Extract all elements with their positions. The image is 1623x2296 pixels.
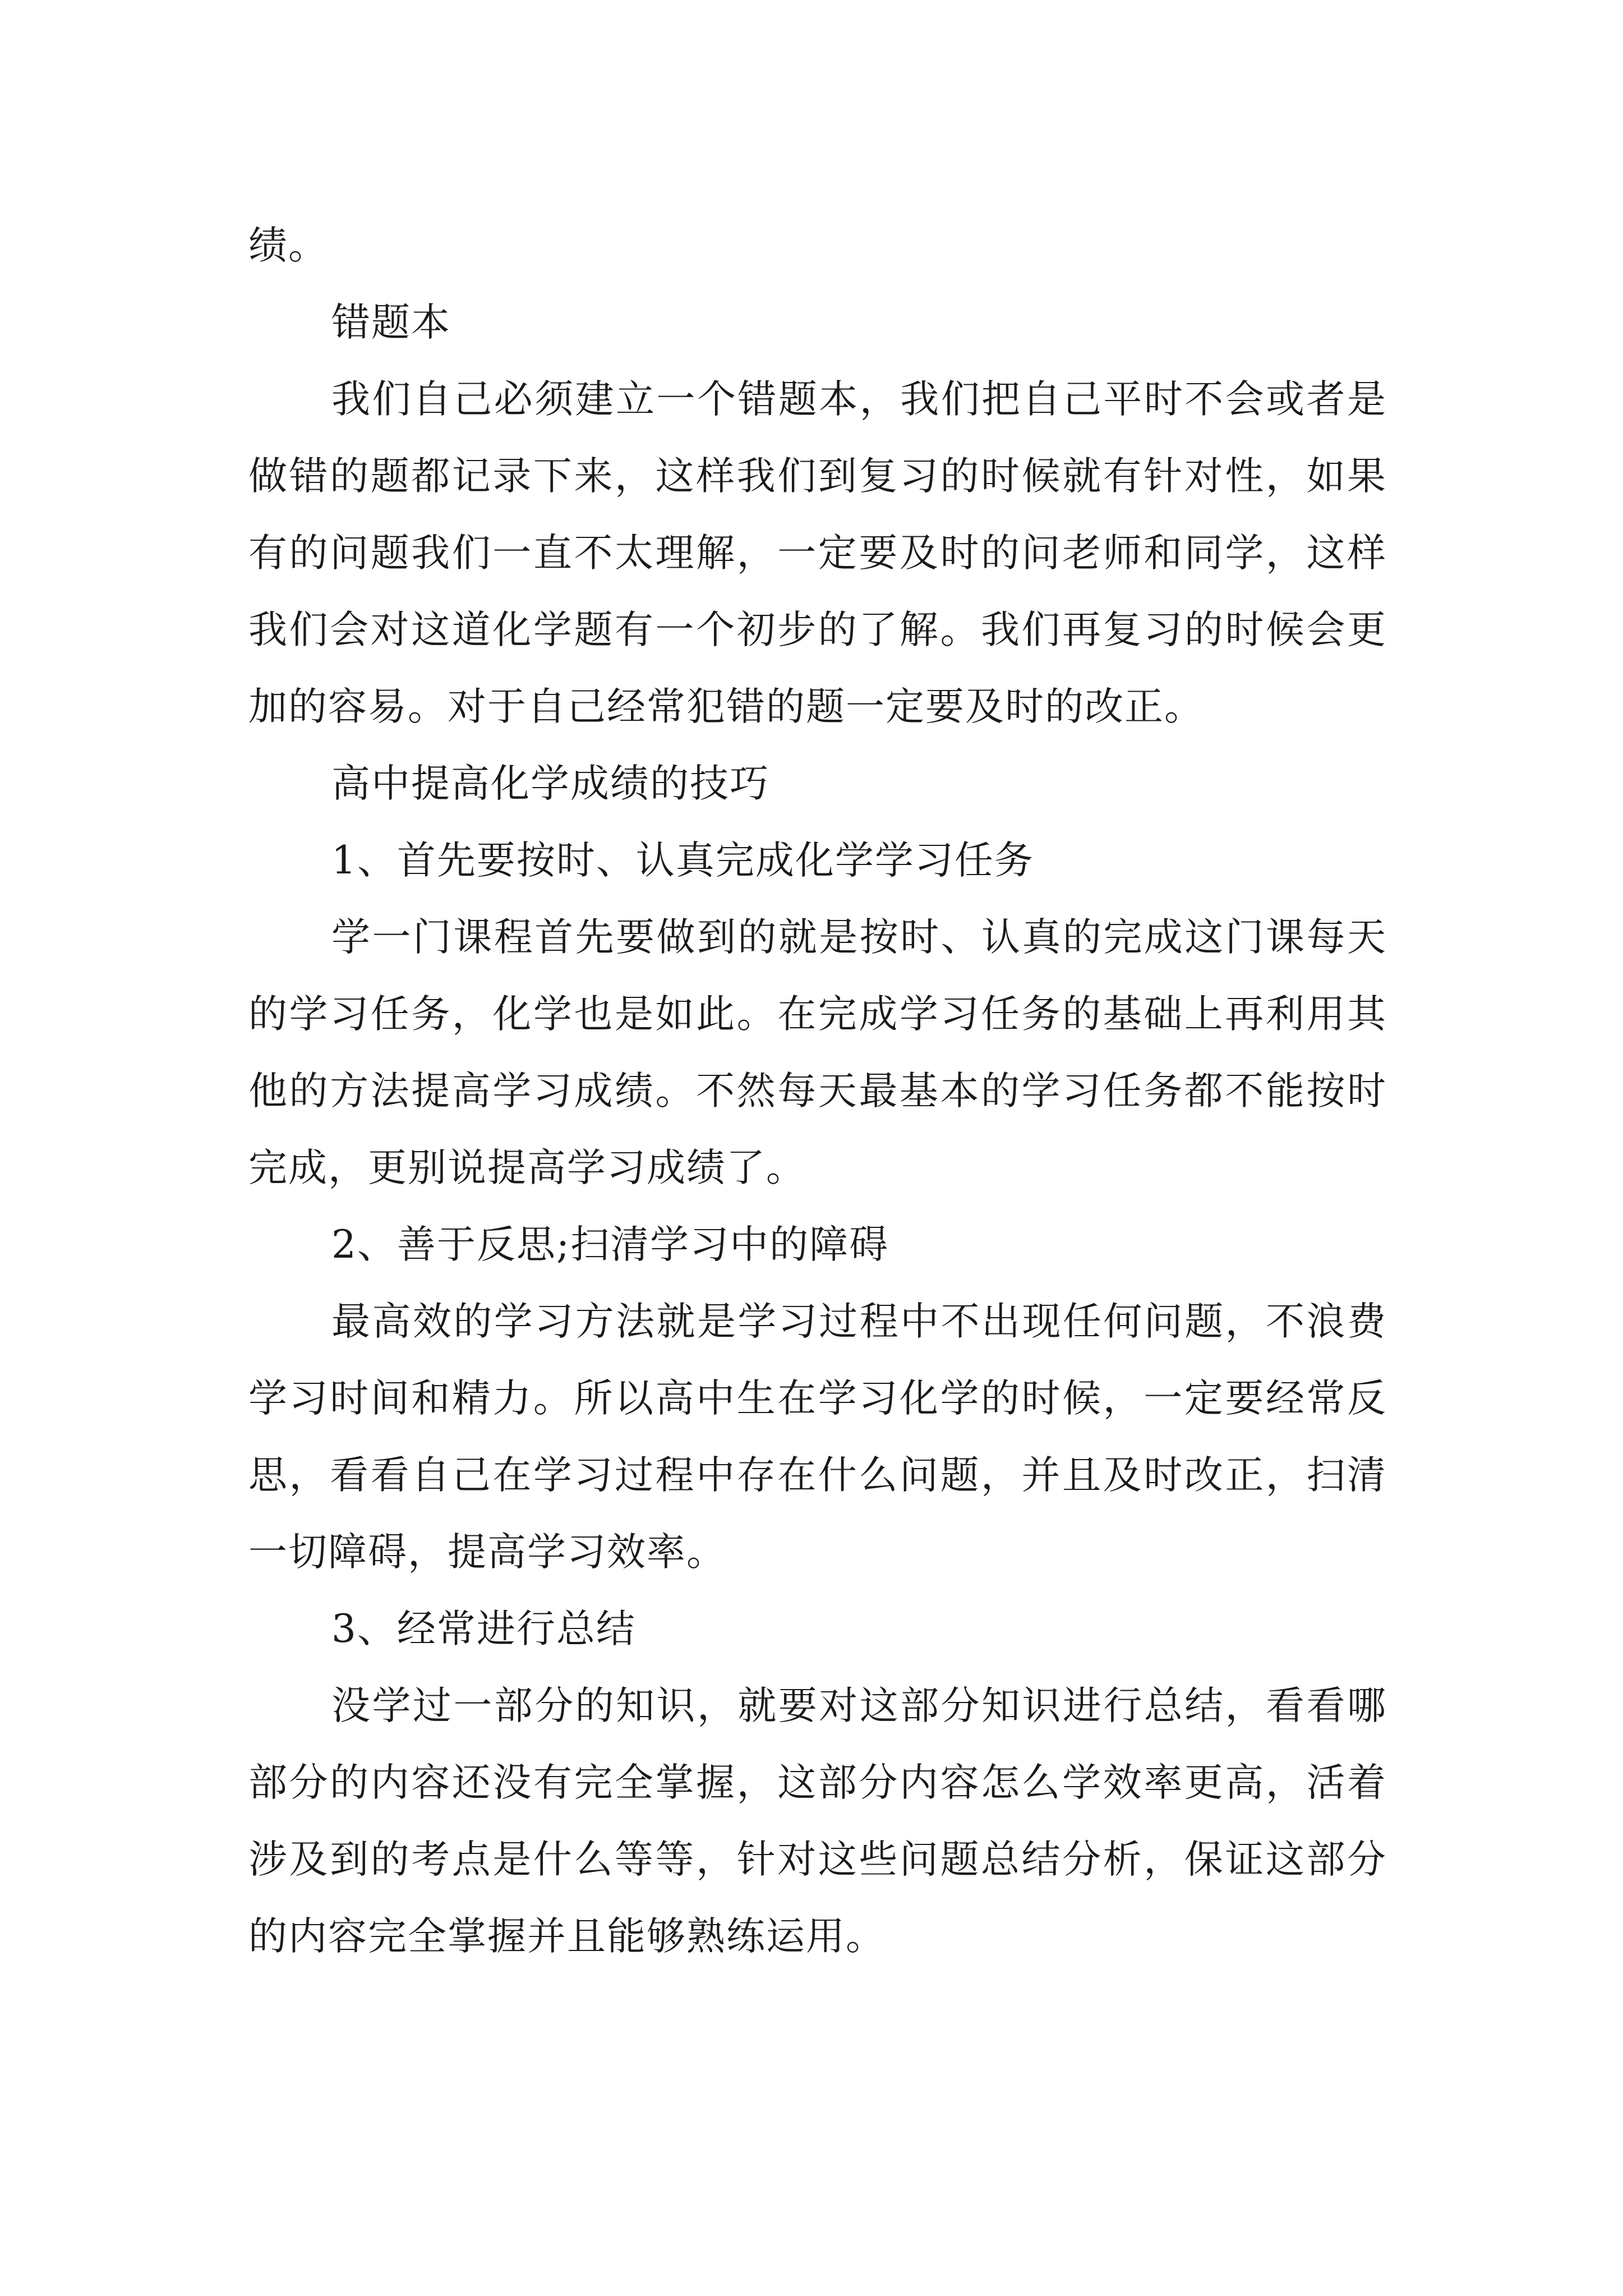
heading-tip-1: 1、首先要按时、认真完成化学学习任务: [331, 838, 1034, 883]
paragraph-tip-1: 学一门课程首先要做到的就是按时、认真的完成这门课每天的学习任务，化学也是如此。在完成学习任务的基础上再利用其他的方法提高学习成绩。不然每天最基本的学习任务都不能按时完成，更别说提高学习成绩了。: [248, 915, 1387, 1190]
heading-error-notebook: 错题本: [331, 300, 451, 345]
paragraph-continuation: 绩。: [248, 223, 328, 268]
paragraph-tip-2: 最高效的学习方法就是学习过程中不出现任何问题，不浪费学习时间和精力。所以高中生在学习化学的时候，一定要经常反思，看看自己在学习过程中存在什么问题，并且及时改正，扫清一切障碍，提高学习效率。: [248, 1299, 1387, 1575]
paragraph-error-notebook: 我们自己必须建立一个错题本，我们把自己平时不会或者是做错的题都记录下来，这样我们到复习的时候就有针对性，如果有的问题我们一直不太理解，一定要及时的问老师和同学，这样我们会对这道化学题有一个初步的了解。我们再复习的时候会更加的容易。对于自己经常犯错的题一定要及时的改正。: [248, 377, 1387, 729]
paragraph-tip-3: 没学过一部分的知识，就要对这部分知识进行总结，看看哪部分的内容还没有完全掌握，这部分内容怎么学效率更高，活着涉及到的考点是什么等等，针对这些问题总结分析，保证这部分的内容完全掌握并且能够熟练运用。: [248, 1683, 1387, 1959]
heading-tip-2: 2、善于反思;扫清学习中的障碍: [331, 1222, 889, 1267]
heading-tip-3: 3、经常进行总结: [331, 1607, 636, 1651]
heading-chemistry-tips: 高中提高化学成绩的技巧: [331, 761, 769, 806]
document-body: [248, 208, 1387, 1975]
